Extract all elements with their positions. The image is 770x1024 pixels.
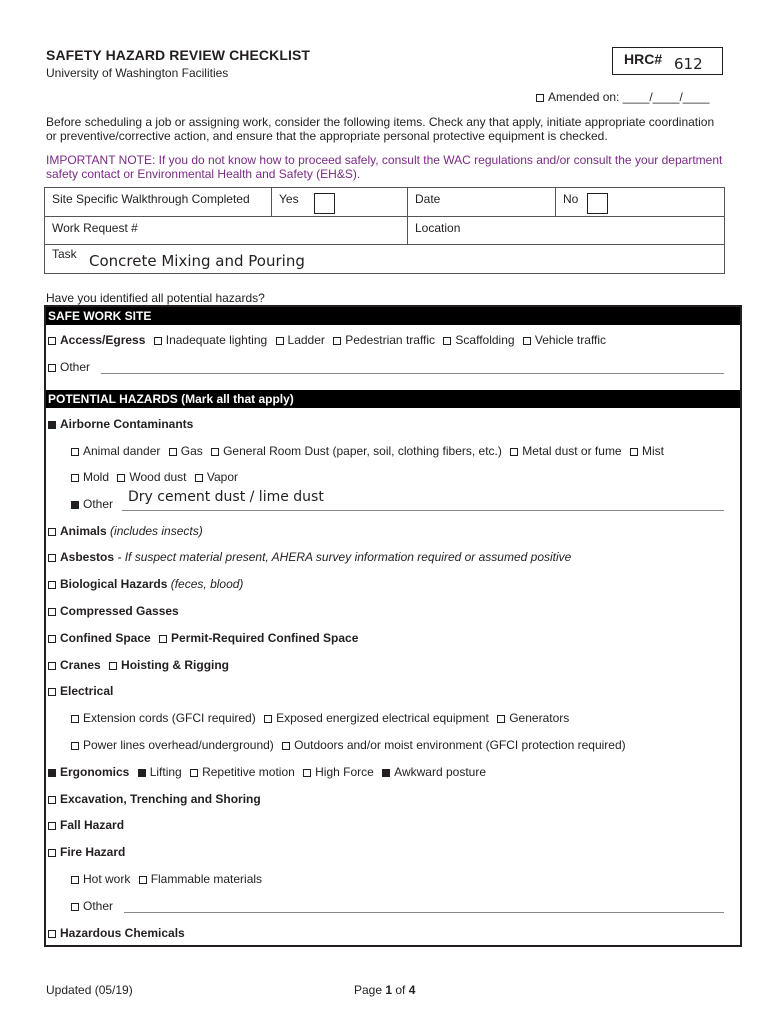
outdoors-moist-label: Outdoors and/or moist environment (GFCI protection required)	[294, 738, 626, 752]
biological-checkbox[interactable]	[48, 581, 56, 589]
updated-date: Updated (05/19)	[46, 983, 133, 997]
animals-note: (includes insects)	[110, 524, 203, 538]
access-egress-checkbox[interactable]	[48, 337, 56, 345]
repetitive-motion-checkbox[interactable]	[190, 769, 198, 777]
airborne-sub-row-2	[71, 470, 238, 484]
hrc-number-field[interactable]	[612, 47, 723, 75]
fire-other-input[interactable]	[124, 912, 724, 913]
work-request-field[interactable]	[45, 217, 408, 244]
compressed-row	[48, 604, 179, 618]
fire-row	[48, 845, 125, 859]
gas-label: Gas	[180, 444, 203, 458]
hoisting-label: Hoisting & Rigging	[121, 658, 230, 672]
lifting-label: Lifting	[149, 765, 182, 779]
access-egress-label: Access/Egress	[60, 333, 146, 347]
fall-row	[48, 818, 124, 832]
electrical-row	[48, 684, 113, 698]
power-lines-checkbox[interactable]	[71, 742, 79, 750]
metal-dust-checkbox[interactable]	[510, 448, 518, 456]
mold-checkbox[interactable]	[71, 474, 79, 482]
fire-other-row	[71, 899, 113, 913]
permit-confined-label: Permit-Required Confined Space	[171, 631, 359, 645]
hot-work-checkbox[interactable]	[71, 876, 79, 884]
job-info-table	[44, 187, 725, 274]
no-label: No	[563, 192, 579, 206]
hot-work-label: Hot work	[83, 872, 131, 886]
excavation-checkbox[interactable]	[48, 796, 56, 804]
vapor-label: Vapor	[206, 470, 238, 484]
ergonomics-checkbox[interactable]	[48, 769, 56, 777]
electrical-sub-row-1	[71, 711, 569, 725]
biological-label: Biological Hazards	[60, 577, 168, 591]
confined-row	[48, 631, 358, 645]
form-title: SAFETY HAZARD REVIEW CHECKLIST	[46, 47, 311, 63]
fire-sub-row	[71, 872, 262, 886]
site-other-label: Other	[60, 360, 91, 374]
outdoors-moist-checkbox[interactable]	[282, 742, 290, 750]
hrc-label: HRC#	[624, 51, 663, 67]
location-field[interactable]	[408, 217, 724, 244]
ladder-label: Ladder	[287, 333, 325, 347]
fall-hazard-checkbox[interactable]	[48, 822, 56, 830]
hazardous-chemicals-label: Hazardous Chemicals	[60, 926, 185, 940]
excavation-row	[48, 792, 261, 806]
safe-work-site-row	[48, 333, 606, 347]
task-label: Task	[52, 247, 77, 261]
task-row[interactable]	[45, 245, 724, 273]
airborne-other-checkbox[interactable]	[71, 501, 79, 509]
fire-other-checkbox[interactable]	[71, 903, 79, 911]
no-checkbox[interactable]	[587, 193, 608, 214]
intro-text: Before scheduling a job or assigning work, consider the following items. Check any that apply, initiate appropriate coordination or preventive/corrective action, and ensure that the appropriate personal protective equipment is checked.	[46, 115, 715, 143]
electrical-label: Electrical	[60, 684, 114, 698]
confined-space-label: Confined Space	[60, 631, 151, 645]
pedestrian-traffic-label: Pedestrian traffic	[345, 333, 436, 347]
fire-hazard-label: Fire Hazard	[60, 845, 126, 859]
fire-other-label: Other	[83, 899, 114, 913]
amended-checkbox[interactable]	[536, 94, 544, 102]
ergonomics-label: Ergonomics	[60, 765, 130, 779]
lifting-checkbox[interactable]	[138, 769, 146, 777]
metal-dust-label: Metal dust or fume	[522, 444, 622, 458]
inadequate-lighting-checkbox[interactable]	[154, 337, 162, 345]
hazard-checklist-panel	[44, 305, 742, 947]
wood-dust-label: Wood dust	[129, 470, 187, 484]
work-request-row	[45, 217, 724, 245]
gas-checkbox[interactable]	[169, 448, 177, 456]
safe-work-site-other	[48, 360, 90, 374]
animal-dander-label: Animal dander	[83, 444, 161, 458]
hazardous-chemicals-row	[48, 926, 185, 940]
animals-row	[48, 524, 203, 538]
animals-label: Animals	[60, 524, 107, 538]
airborne-sub-row-1	[71, 444, 664, 458]
airborne-row	[48, 417, 193, 431]
cranes-checkbox[interactable]	[48, 662, 56, 670]
biological-row	[48, 577, 243, 591]
extension-cords-checkbox[interactable]	[71, 715, 79, 723]
scaffolding-checkbox[interactable]	[443, 337, 451, 345]
site-other-checkbox[interactable]	[48, 364, 56, 372]
page-number: Page 1 of 4	[354, 983, 416, 997]
airborne-other-input[interactable]	[122, 510, 724, 511]
amended-label: Amended on: ____/____/____	[548, 90, 710, 104]
airborne-other-label: Other	[83, 497, 114, 511]
potential-hazards-heading: POTENTIAL HAZARDS (Mark all that apply)	[46, 390, 740, 408]
generators-label: Generators	[509, 711, 570, 725]
biological-note: (feces, blood)	[170, 577, 244, 591]
electrical-sub-row-2	[71, 738, 626, 752]
task-value: Concrete Mixing and Pouring	[89, 252, 305, 270]
no-cell[interactable]	[556, 188, 724, 216]
cranes-row	[48, 658, 229, 672]
hoisting-checkbox[interactable]	[109, 662, 117, 670]
flammable-checkbox[interactable]	[139, 876, 147, 884]
compressed-gasses-checkbox[interactable]	[48, 608, 56, 616]
amended-on-field[interactable]	[536, 90, 709, 104]
power-lines-label: Power lines overhead/underground)	[83, 738, 274, 752]
animals-checkbox[interactable]	[48, 528, 56, 536]
walkthrough-label: Site Specific Walkthrough Completed	[52, 192, 250, 206]
asbestos-note: - If suspect material present, AHERA survey information required or assumed positive	[117, 550, 572, 564]
date-cell[interactable]	[408, 188, 556, 216]
awkward-posture-label: Awkward posture	[394, 765, 486, 779]
excavation-label: Excavation, Trenching and Shoring	[60, 792, 261, 806]
yes-label: Yes	[279, 192, 299, 206]
confined-space-checkbox[interactable]	[48, 635, 56, 643]
animal-dander-checkbox[interactable]	[71, 448, 79, 456]
compressed-gasses-label: Compressed Gasses	[60, 604, 179, 618]
wood-dust-checkbox[interactable]	[117, 474, 125, 482]
airborne-checkbox[interactable]	[48, 421, 56, 429]
extension-cords-label: Extension cords (GFCI required)	[83, 711, 256, 725]
ergonomics-row	[48, 765, 486, 779]
generators-checkbox[interactable]	[497, 715, 505, 723]
pedestrian-traffic-checkbox[interactable]	[333, 337, 341, 345]
hazardous-chemicals-checkbox[interactable]	[48, 930, 56, 938]
mist-checkbox[interactable]	[630, 448, 638, 456]
important-note: IMPORTANT NOTE: If you do not know how to proceed safely, consult the WAC regulations and/or consult the your department safety contact or Environmental Health and Safety (EH&S).	[46, 153, 723, 181]
vehicle-traffic-label: Vehicle traffic	[534, 333, 607, 347]
high-force-checkbox[interactable]	[303, 769, 311, 777]
mist-label: Mist	[641, 444, 664, 458]
high-force-label: High Force	[315, 765, 374, 779]
flammable-label: Flammable materials	[150, 872, 263, 886]
asbestos-label: Asbestos	[60, 550, 115, 564]
exposed-energized-label: Exposed energized electrical equipment	[276, 711, 489, 725]
walkthrough-row	[45, 188, 724, 217]
form-subtitle: University of Washington Facilities	[46, 66, 229, 80]
asbestos-checkbox[interactable]	[48, 554, 56, 562]
ladder-checkbox[interactable]	[276, 337, 284, 345]
room-dust-checkbox[interactable]	[211, 448, 219, 456]
fire-hazard-checkbox[interactable]	[48, 849, 56, 857]
yes-checkbox[interactable]	[314, 193, 335, 214]
site-other-input[interactable]	[101, 373, 724, 374]
room-dust-label: General Room Dust (paper, soil, clothing fibers, etc.)	[223, 444, 502, 458]
airborne-other-value: Dry cement dust / lime dust	[128, 489, 324, 505]
inadequate-lighting-label: Inadequate lighting	[165, 333, 268, 347]
fall-hazard-label: Fall Hazard	[60, 818, 125, 832]
awkward-posture-checkbox[interactable]	[382, 769, 390, 777]
scaffolding-label: Scaffolding	[455, 333, 515, 347]
airborne-other-row	[71, 497, 113, 511]
exposed-energized-checkbox[interactable]	[264, 715, 272, 723]
hrc-value: 612	[674, 55, 703, 73]
safe-work-site-heading: SAFE WORK SITE	[46, 307, 740, 325]
yes-cell[interactable]	[272, 188, 408, 216]
work-request-label: Work Request #	[52, 221, 138, 235]
repetitive-motion-label: Repetitive motion	[202, 765, 295, 779]
vehicle-traffic-checkbox[interactable]	[523, 337, 531, 345]
hazards-question: Have you identified all potential hazards?	[46, 291, 265, 305]
location-label: Location	[415, 221, 461, 235]
asbestos-row	[48, 550, 571, 564]
date-label: Date	[415, 192, 441, 206]
vapor-checkbox[interactable]	[195, 474, 203, 482]
electrical-checkbox[interactable]	[48, 688, 56, 696]
mold-label: Mold	[83, 470, 110, 484]
permit-confined-checkbox[interactable]	[159, 635, 167, 643]
cranes-label: Cranes	[60, 658, 101, 672]
airborne-label: Airborne Contaminants	[60, 417, 194, 431]
